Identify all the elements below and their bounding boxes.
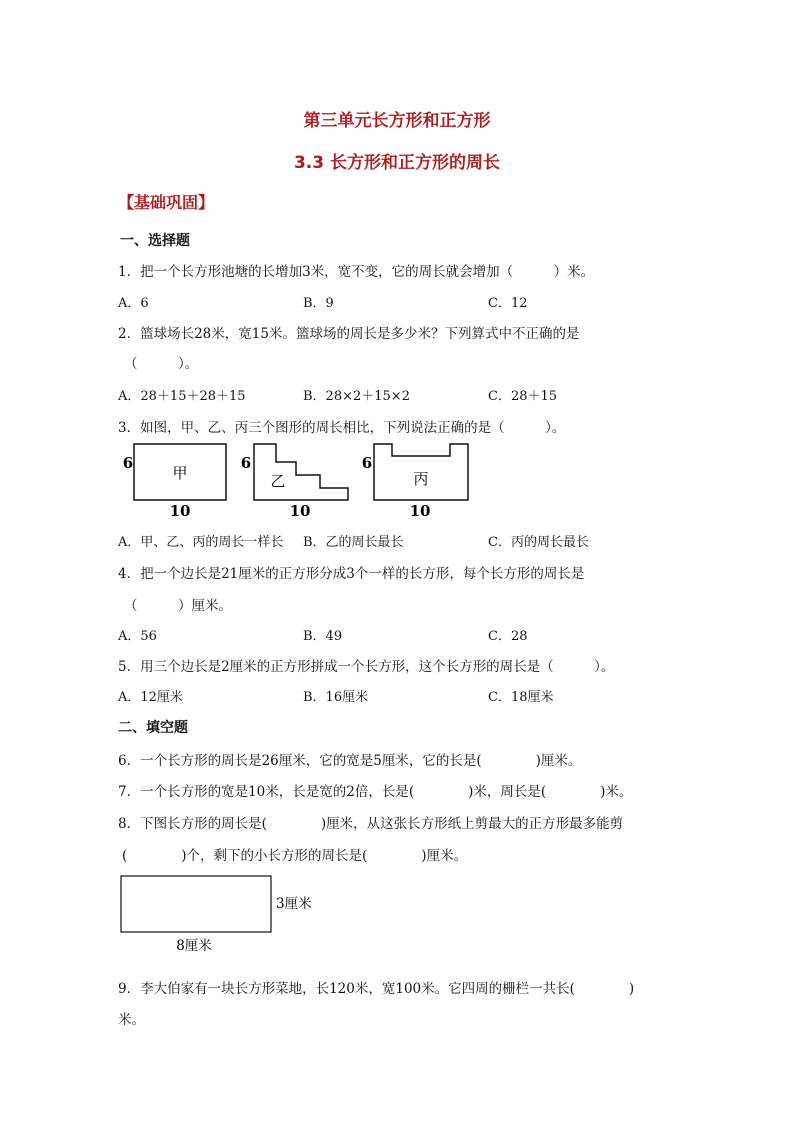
shape-jia-width: 10 — [169, 502, 191, 520]
question-8: 8．下图长方形的周长是( )厘米，从这张长方形纸上剪最大的正方形最多能剪 — [118, 816, 624, 832]
question-5: 5．用三个边长是2厘米的正方形拼成一个长方形，这个长方形的周长是（ ）。 — [118, 659, 615, 675]
unit-title: 第三单元长方形和正方形 — [303, 111, 491, 131]
q1-option-b: B．9 — [303, 296, 334, 311]
q8-figure — [116, 870, 326, 956]
q1-option-a: A．6 — [118, 296, 149, 311]
q1-option-c: C．12 — [488, 296, 528, 311]
q3-option-a: A．甲、乙、丙的周长一样长 — [118, 535, 284, 550]
part2-heading: 二、填空题 — [118, 720, 188, 736]
q4-option-b: B．49 — [303, 629, 343, 644]
question-2-cont: （ ）。 — [124, 356, 199, 372]
lesson-title: 3.3 长方形和正方形的周长 — [293, 153, 501, 173]
q4-option-a: A．56 — [118, 629, 157, 644]
q3-figure — [118, 438, 498, 522]
section-label: 【基础巩固】 — [118, 193, 215, 212]
question-6: 6．一个长方形的周长是26厘米，它的宽是5厘米，它的长是( )厘米。 — [118, 753, 582, 769]
q2-option-b: B．28×2＋15×2 — [303, 389, 410, 404]
q3-option-b: B．乙的周长最长 — [303, 535, 404, 550]
question-3: 3．如图，甲、乙、丙三个图形的周长相比，下列说法正确的是（ ）。 — [118, 420, 566, 436]
q4-option-c: C．28 — [488, 629, 528, 644]
shape-jia-height: 6 — [122, 454, 134, 472]
shape-yi-height: 6 — [240, 454, 252, 472]
shape-bing-height: 6 — [361, 454, 373, 472]
q8-bottom-label: 8厘米 — [176, 938, 212, 954]
question-4-cont: （ ）厘米。 — [124, 598, 232, 614]
q5-option-c: C．18厘米 — [488, 690, 554, 705]
shape-yi-label: 乙 — [270, 472, 286, 490]
question-1: 1．把一个长方形池塘的长增加3米，宽不变，它的周长就会增加（ ）米。 — [118, 264, 595, 280]
question-7: 7．一个长方形的宽是10米，长是宽的2倍，长是( )米，周长是( )米。 — [118, 784, 633, 800]
question-8-cont: ( )个，剩下的小长方形的周长是( )厘米。 — [122, 848, 468, 864]
shape-bing-label: 丙 — [413, 470, 429, 488]
shape-yi — [254, 444, 348, 500]
question-9: 9．李大伯家有一块长方形菜地，长120米，宽100米。它四周的栅栏一共长( ) — [118, 981, 635, 997]
q2-option-c: C．28＋15 — [488, 389, 558, 404]
question-4: 4．把一个边长是21厘米的正方形分成3个一样的长方形，每个长方形的周长是 — [118, 566, 585, 582]
q8-side-label: 3厘米 — [276, 896, 312, 912]
shape-yi-width: 10 — [289, 502, 311, 520]
q5-option-a: A．12厘米 — [118, 690, 183, 705]
question-9-cont: 米。 — [118, 1012, 145, 1028]
q8-rectangle — [121, 876, 271, 932]
question-2: 2．篮球场长28米，宽15米。篮球场的周长是多少米？下列算式中不正确的是 — [118, 326, 580, 342]
shape-bing-width: 10 — [409, 502, 431, 520]
q2-option-a: A．28＋15＋28＋15 — [118, 389, 246, 404]
q5-option-b: B．16厘米 — [303, 690, 369, 705]
part1-heading: 一、选择题 — [120, 233, 190, 249]
q3-option-c: C．丙的周长最长 — [488, 535, 589, 550]
shape-jia-label: 甲 — [172, 464, 188, 482]
